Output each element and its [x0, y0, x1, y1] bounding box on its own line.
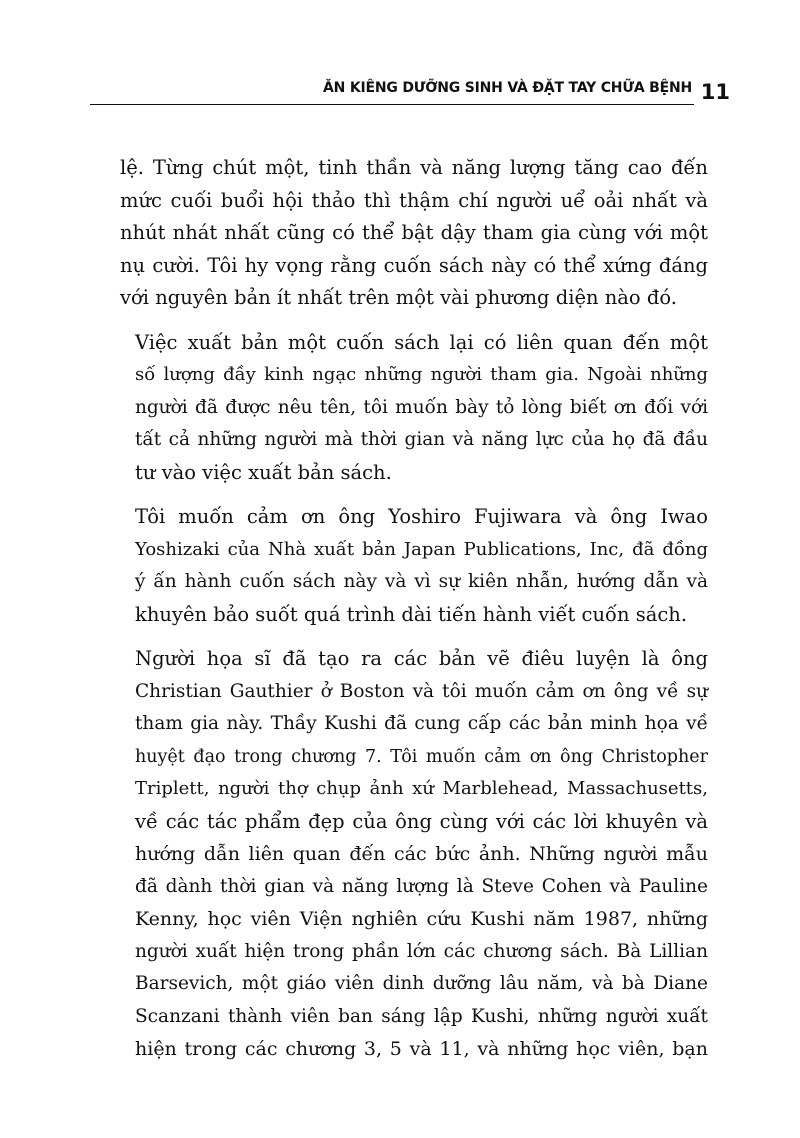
- text-line: Kenny, học viên Viện nghiên cứu Kushi năm 1987, những: [135, 908, 708, 930]
- text-line: số lượng đầy kinh ngạc những người tham gia. Ngoài những: [135, 364, 708, 385]
- text-line: với nguyên bản ít nhất trên một vài phương diện nào đó.: [120, 286, 677, 309]
- text-line: Triplett, người thợ chụp ảnh xứ Marblehead, Massachusetts,: [135, 778, 708, 799]
- header-rule: [90, 104, 694, 105]
- text-line: lệ. Từng chút một, tinh thần và năng lượng tăng cao đến: [120, 156, 708, 179]
- text-line: tư vào việc xuất bản sách.: [135, 460, 392, 484]
- page-number: 11: [700, 80, 730, 104]
- text-line: ý ấn hành cuốn sách này và vì sự kiên nhẫn, hướng dẫn và: [135, 571, 708, 592]
- paragraph: [120, 643, 708, 1066]
- running-title: ĂN KIÊNG DƯỠNG SINH VÀ ĐẶT TAY CHỮA BỆNH: [323, 80, 692, 96]
- text-line: Yoshizaki của Nhà xuất bản Japan Publications, Inc, đã đồng: [135, 538, 708, 560]
- text-line: đã dành thời gian và năng lượng là Steve Cohen và Pauline: [135, 875, 708, 897]
- text-line: Barsevich, một giáo viên dinh dưỡng lâu năm, và bà Diane: [135, 973, 708, 994]
- body-text: [120, 152, 708, 1078]
- text-line: người đã được nêu tên, tôi muốn bày tỏ lòng biết ơn đối với: [135, 396, 708, 418]
- text-line: Tôi muốn cảm ơn ông Yoshiro Fujiwara và ông Iwao: [135, 505, 708, 528]
- text-line: mức cuối buổi hội thảo thì thậm chí người uể oải nhất và: [120, 188, 708, 212]
- text-line: nụ cười. Tôi hy vọng rằng cuốn sách này có thể xứng đáng: [120, 253, 708, 277]
- text-line: tham gia này. Thầy Kushi đã cung cấp các bản minh họa về: [135, 713, 708, 734]
- text-line: hướng dẫn liên quan đến các bức ảnh. Những người mẫu: [135, 843, 708, 865]
- text-line: huyệt đạo trong chương 7. Tôi muốn cảm ơn ông Christopher: [135, 746, 708, 767]
- paragraph: [120, 501, 708, 631]
- text-line: nhút nhát nhất cũng có thể bật dậy tham gia cùng với một: [120, 221, 708, 244]
- text-line: hiện trong các chương 3, 5 và 11, và những học viên, bạn: [135, 1038, 708, 1060]
- paragraph: [120, 327, 708, 490]
- text-line: về các tác phẩm đẹp của ông cùng với các lời khuyên và: [135, 809, 708, 833]
- text-line: Người họa sĩ đã tạo ra các bản vẽ điêu luyện là ông: [135, 647, 708, 670]
- text-line: Việc xuất bản một cuốn sách lại có liên quan đến một: [135, 330, 708, 354]
- text-line: Scanzani thành viên ban sáng lập Kushi, những người xuất: [135, 1005, 708, 1027]
- text-line: tất cả những người mà thời gian và năng lực của họ đã đầu: [135, 429, 708, 450]
- paragraph: [120, 152, 708, 315]
- running-header: [90, 72, 730, 108]
- text-line: người xuất hiện trong phần lớn các chương sách. Bà Lillian: [135, 940, 708, 962]
- text-line: Christian Gauthier ở Boston và tôi muốn cảm ơn ông về sự: [135, 680, 708, 702]
- text-line: khuyên bảo suốt quá trình dài tiến hành viết cuốn sách.: [135, 602, 688, 626]
